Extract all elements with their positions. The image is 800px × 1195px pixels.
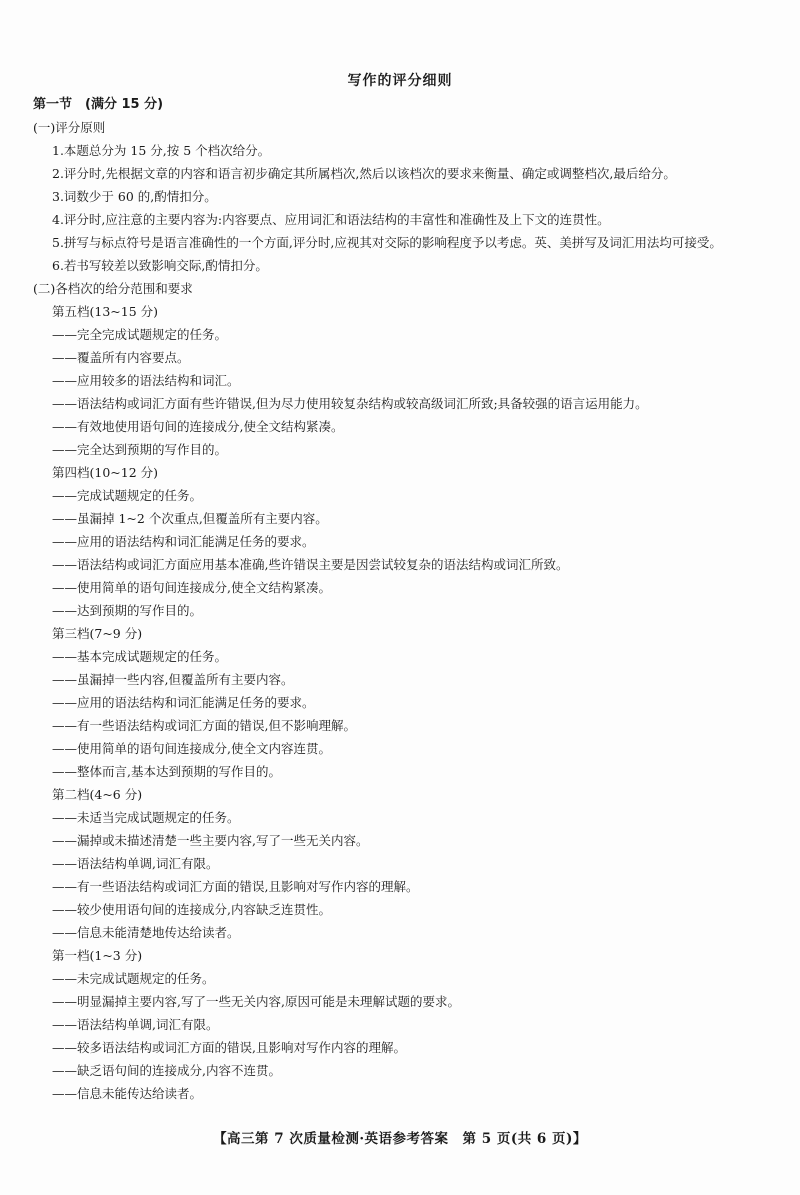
grade-item: ——应用的语法结构和词汇能满足任务的要求。: [52, 534, 315, 549]
grade-item: ——漏掉或未描述清楚一些主要内容,写了一些无关内容。: [52, 833, 369, 848]
grade-item: ——达到预期的写作目的。: [52, 603, 203, 618]
grade-item: ——语法结构单调,词汇有限。: [52, 856, 219, 871]
grade-item: ——整体而言,基本达到预期的写作目的。: [52, 764, 281, 779]
principle-item: 2.评分时,先根据文章的内容和语言初步确定其所属档次,然后以该档次的要求来衡量、确定或调整档次,最后给分。: [52, 166, 676, 181]
grade-item: ——使用简单的语句间连接成分,使全文内容连贯。: [52, 741, 331, 756]
principle-item: 6.若书写较差以致影响交际,酌情扣分。: [52, 258, 268, 273]
grade-item: ——有一些语法结构或词汇方面的错误,但不影响理解。: [52, 718, 356, 733]
grade-item: ——应用的语法结构和词汇能满足任务的要求。: [52, 695, 315, 710]
grade-label: 第三档(7~9 分): [52, 626, 143, 641]
grade-item: ——较少使用语句间的连接成分,内容缺乏连贯性。: [52, 902, 331, 917]
grade-item: ——较多语法结构或词汇方面的错误,且影响对写作内容的理解。: [52, 1040, 406, 1055]
grade-item: ——缺乏语句间的连接成分,内容不连贯。: [52, 1063, 281, 1078]
grade-item: ——基本完成试题规定的任务。: [52, 649, 228, 664]
grade-item: ——信息未能传达给读者。: [52, 1086, 203, 1101]
principle-item: 1.本题总分为 15 分,按 5 个档次给分。: [52, 143, 271, 158]
principle-item: 4.评分时,应注意的主要内容为:内容要点、应用词汇和语法结构的丰富性和准确性及上下文的连贯性。: [52, 212, 610, 227]
principle-item: 3.词数少于 60 的,酌情扣分。: [52, 189, 217, 204]
grade-item: ——有效地使用语句间的连接成分,使全文结构紧凑。: [52, 419, 344, 434]
grade-item: ——明显漏掉主要内容,写了一些无关内容,原因可能是未理解试题的要求。: [52, 994, 460, 1009]
grade-label: 第五档(13~15 分): [52, 304, 159, 319]
grade-item: ——语法结构或词汇方面有些许错误,但为尽力使用较复杂结构或较高级词汇所致;具备较强的语言运用能力。: [52, 396, 648, 411]
grade-item: ——覆盖所有内容要点。: [52, 350, 190, 365]
grade-item: ——语法结构单调,词汇有限。: [52, 1017, 219, 1032]
principles-heading: (一)评分原则: [33, 120, 106, 135]
principle-item: 5.拼写与标点符号是语言准确性的一个方面,评分时,应视其对交际的影响程度予以考虑。英、美拼写及词汇用法均可接受。: [52, 235, 722, 250]
grades-heading: (二)各档次的给分范围和要求: [33, 281, 193, 296]
grade-item: ——应用较多的语法结构和词汇。: [52, 373, 240, 388]
section-title: 第一节 (满分 15 分): [33, 97, 164, 112]
grade-item: ——完全达到预期的写作目的。: [52, 442, 228, 457]
page-footer: 【高三第 7 次质量检测·英语参考答案 第 5 页(共 6 页)】: [213, 1131, 587, 1147]
page-title: 写作的评分细则: [347, 73, 453, 89]
grade-item: ——完全完成试题规定的任务。: [52, 327, 228, 342]
grade-item: ——未适当完成试题规定的任务。: [52, 810, 240, 825]
grade-item: ——语法结构或词汇方面应用基本准确,些许错误主要是因尝试较复杂的语法结构或词汇所致。: [52, 557, 569, 572]
grade-item: ——信息未能清楚地传达给读者。: [52, 925, 240, 940]
grade-item: ——有一些语法结构或词汇方面的错误,且影响对写作内容的理解。: [52, 879, 419, 894]
grade-item: ——虽漏掉 1~2 个次重点,但覆盖所有主要内容。: [52, 511, 328, 526]
document-content: [33, 93, 783, 1105]
grade-item: ——虽漏掉一些内容,但覆盖所有主要内容。: [52, 672, 294, 687]
grade-label: 第四档(10~12 分): [52, 465, 159, 480]
grade-label: 第一档(1~3 分): [52, 948, 143, 963]
grade-label: 第二档(4~6 分): [52, 787, 143, 802]
grade-item: ——完成试题规定的任务。: [52, 488, 203, 503]
grade-item: ——未完成试题规定的任务。: [52, 971, 215, 986]
grade-item: ——使用简单的语句间连接成分,使全文结构紧凑。: [52, 580, 331, 595]
